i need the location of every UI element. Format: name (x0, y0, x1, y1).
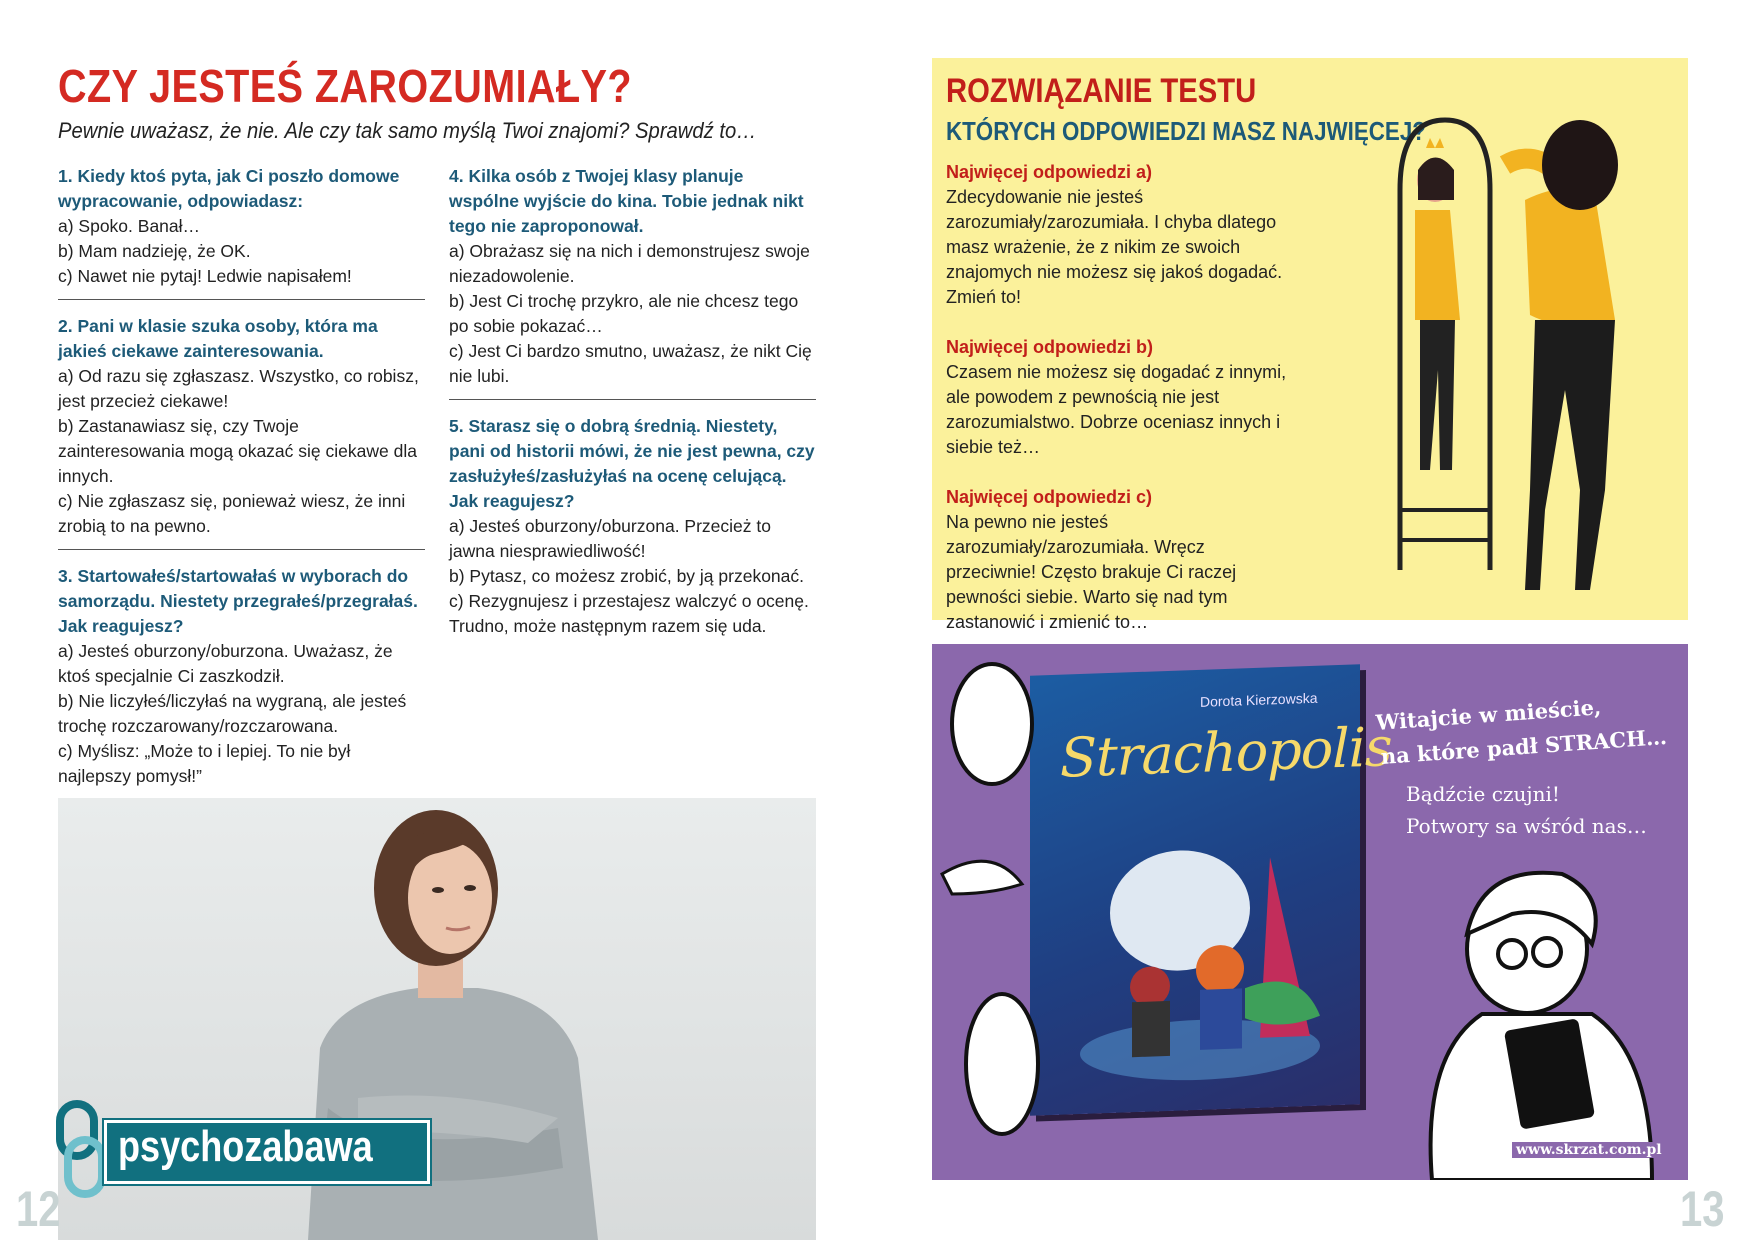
result-a (946, 160, 1298, 310)
answer-option: a) Jesteś oburzony/oburzona. Przecież to jawna niesprawiedliwość! (449, 516, 771, 561)
question-4 (449, 156, 816, 400)
book-cover (1030, 664, 1392, 1116)
result-text: Na pewno nie jesteś zarozumiały/zarozumiała. Wręcz przeciwnie! Często brakuje Ci raczej pewności siebie. Warto się nad tym zastanowić i zmienić to… (946, 512, 1237, 632)
solution-title: ROZWIĄZANIE TESTU (946, 72, 1257, 110)
promo-line-4: Potwory sa wśród nas… (1406, 814, 1647, 838)
book-title: Strachopolis (1060, 715, 1392, 790)
answer-option: c) Nawet nie pytaj! Ledwie napisałem! (58, 266, 352, 286)
question-text: 1. Kiedy ktoś pyta, jak Ci poszło domowe wypracowanie, odpowiadasz: (58, 166, 400, 211)
question-text: 4. Kilka osób z Twojej klasy planuje wspólne wyjście do kina. Tobie jednak nikt tego nie zaproponował. (449, 166, 804, 236)
answer-option: c) Jest Ci bardzo smutno, uważasz, że nikt Cię nie lubi. (449, 341, 812, 386)
page-title: CZY JESTEŚ ZAROZUMIAŁY? (58, 60, 633, 112)
quiz-column-left (58, 156, 425, 799)
question-text: 2. Pani w klasie szuka osoby, która ma jakieś ciekawe zainteresowania. (58, 316, 378, 361)
boy-illustration (1362, 854, 1688, 1180)
answer-option: c) Nie zgłaszasz się, ponieważ wiesz, że inni zrobią to na pewno. (58, 491, 406, 536)
page-subtitle: Pewnie uważasz, że nie. Ale czy tak samo myślą Twoi znajomi? Sprawdź to… (58, 118, 757, 143)
page-number-left: 12 (16, 1181, 61, 1237)
section-badge-label: psychozabawa (118, 1122, 373, 1171)
question-5 (449, 400, 816, 649)
chain-link-icon (56, 1100, 106, 1200)
mirror-illustration (1380, 110, 1680, 610)
answer-option: b) Zastanawiasz się, czy Twoje zainteresowania mogą okazać się ciekawe dla innych. (58, 416, 417, 486)
results-list (946, 160, 1298, 635)
book-author: Dorota Kierzowska (1200, 689, 1318, 710)
answer-option: c) Myślisz: „Może to i lepiej. To nie był najlepszy pomysł!” (58, 741, 351, 786)
result-c (946, 485, 1298, 635)
book-promo-banner (932, 644, 1688, 1180)
result-text: Czasem nie możesz się dogadać z innymi, ale powodem z pewnością nie jest zarozumialstwo. Dobrze oceniasz innych i siebie też… (946, 362, 1287, 457)
solution-subtitle: KTÓRYCH ODPOWIEDZI MASZ NAJWIĘCEJ? (946, 116, 1426, 146)
answer-option: b) Mam nadzieję, że OK. (58, 241, 251, 261)
question-text: 5. Starasz się o dobrą średnią. Niestety, pani od historii mówi, że nie jest pewna, czy zasłużyłeś/zasłużyłaś na ocenę celującą. Jak reagujesz? (449, 416, 815, 511)
promo-line-3: Bądźcie czujni! (1406, 782, 1560, 806)
result-b (946, 335, 1298, 460)
answer-option: a) Spoko. Banał… (58, 216, 201, 236)
question-text: 3. Startowałeś/startowałaś w wyborach do samorządu. Niestety przegrałeś/przegrałaś. Jak reagujesz? (58, 566, 418, 636)
page-number-right: 13 (1680, 1181, 1725, 1237)
answer-option: b) Jest Ci trochę przykro, ale nie chcesz tego po sobie pokazać… (449, 291, 799, 336)
ghost-doodles (932, 644, 1042, 1180)
result-heading: Najwięcej odpowiedzi c) (946, 487, 1153, 507)
answer-option: a) Obrażasz się na nich i demonstrujesz swoje niezadowolenie. (449, 241, 810, 286)
answer-option: a) Od razu się zgłaszasz. Wszystko, co robisz, jest przecież ciekawe! (58, 366, 419, 411)
question-2 (58, 300, 425, 550)
answer-option: a) Jesteś oburzony/oburzona. Uważasz, że ktoś specjalnie Ci zaszkodził. (58, 641, 393, 686)
result-text: Zdecydowanie nie jesteś zarozumiały/zarozumiała. I chyba dlatego masz wrażenie, że z nikim ze swoich znajomych nie możesz się jakoś dogadać. Zmień to! (946, 187, 1283, 307)
quiz-column-right (449, 156, 816, 649)
question-1 (58, 156, 425, 300)
answer-option: b) Nie liczyłeś/liczyłaś na wygraną, ale jesteś trochę rozczarowany/rozczarowana. (58, 691, 407, 736)
publisher-url: www.skrzat.com.pl (1512, 1142, 1666, 1158)
promo-line-2: na które padł STRACH… (1380, 724, 1668, 769)
result-heading: Najwięcej odpowiedzi a) (946, 162, 1153, 182)
answer-option: c) Rezygnujesz i przestajesz walczyć o ocenę. Trudno, może następnym razem się uda. (449, 591, 809, 636)
monsters-illustration (1070, 815, 1330, 1094)
question-3 (58, 550, 425, 799)
promo-line-1: Witajcie w mieście, (1375, 694, 1602, 735)
result-heading: Najwięcej odpowiedzi b) (946, 337, 1154, 357)
answer-option: b) Pytasz, co możesz zrobić, by ją przekonać. (449, 566, 804, 586)
